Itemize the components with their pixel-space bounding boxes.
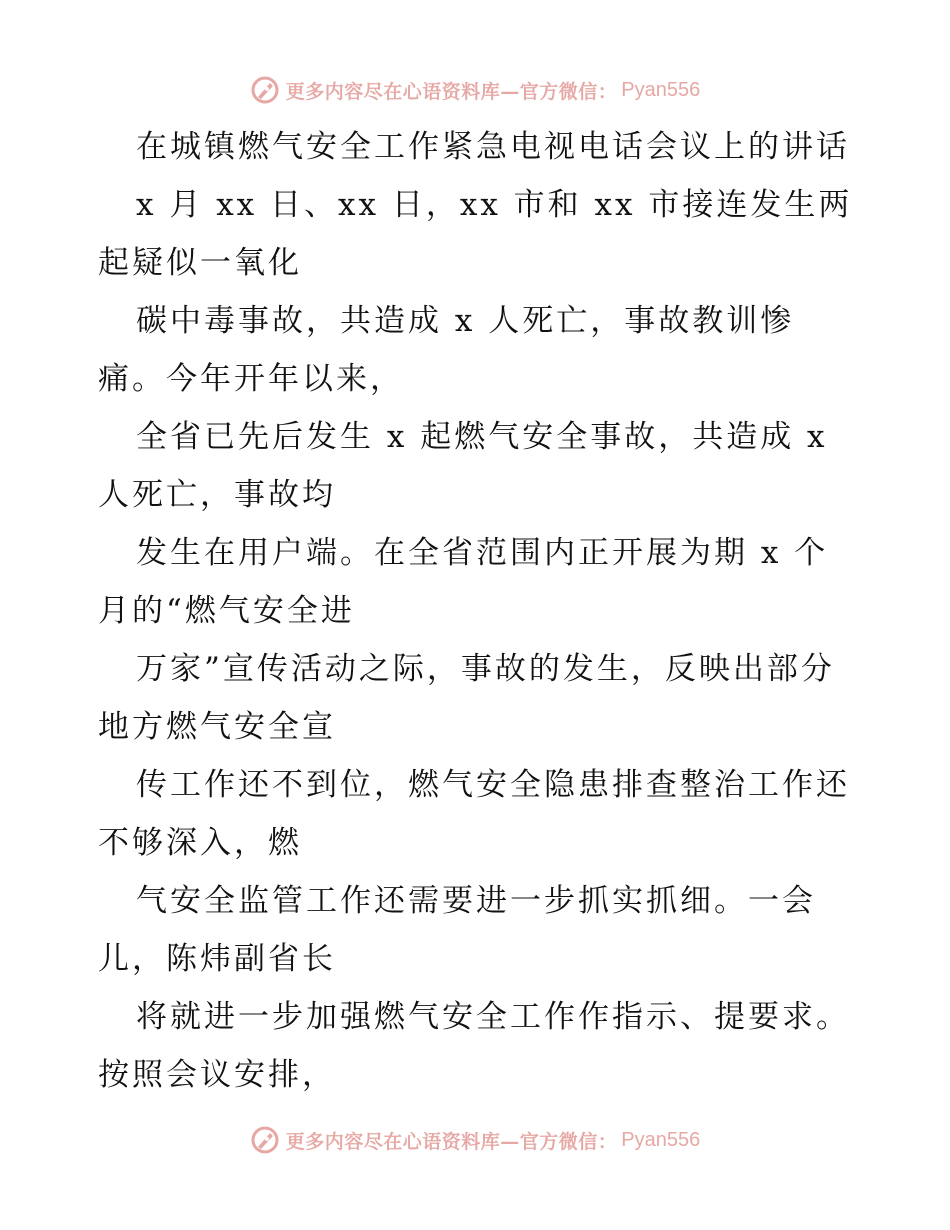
text-line: 碳中毒事故，共造成 x 人死亡，事故教训惨 <box>136 303 795 339</box>
text-line: 月的“燃气安全进 <box>98 593 355 629</box>
footer-watermark <box>0 1120 950 1160</box>
text-line: 传工作还不到位，燃气安全隐患排查整治工作还 <box>136 767 850 803</box>
text-line: 全省已先后发生 x 起燃气安全事故，共造成 x <box>136 419 828 455</box>
text-line: 按照会议安排， <box>98 1057 336 1093</box>
text-line: 发生在用户端。在全省范围内正开展为期 x 个 <box>136 535 829 571</box>
header-watermark <box>0 70 950 110</box>
text-line: 在城镇燃气安全工作紧急电视电话会议上的讲话 <box>136 129 850 165</box>
text-line: 痛。今年开年以来， <box>98 361 404 397</box>
text-line: 将就进一步加强燃气安全工作作指示、提要求。 <box>136 999 850 1035</box>
watermark-text: 更多内容尽在心语资料库—官方微信： <box>285 1130 618 1153</box>
text-line: 起疑似一氧化 <box>98 245 302 281</box>
text-line: 人死亡，事故均 <box>98 477 336 513</box>
quill-logo-icon <box>250 75 280 105</box>
document-body <box>98 118 858 1104</box>
watermark-id: Pyan556 <box>621 78 701 101</box>
text-line: 地方燃气安全宣 <box>98 709 336 745</box>
text-line: 气安全监管工作还需要进一步抓实抓细。一会 <box>136 883 816 919</box>
quill-logo-icon <box>250 1125 280 1155</box>
watermark-text: 更多内容尽在心语资料库—官方微信： <box>285 80 618 103</box>
watermark-id: Pyan556 <box>621 1128 701 1151</box>
text-line: 万家”宣传活动之际，事故的发生，反映出部分 <box>136 651 835 687</box>
text-line: 儿，陈炜副省长 <box>98 941 336 977</box>
text-line: 不够深入，燃 <box>98 825 302 861</box>
text-line: x 月 xx 日、xx 日，xx 市和 xx 市接连发生两 <box>136 187 853 223</box>
